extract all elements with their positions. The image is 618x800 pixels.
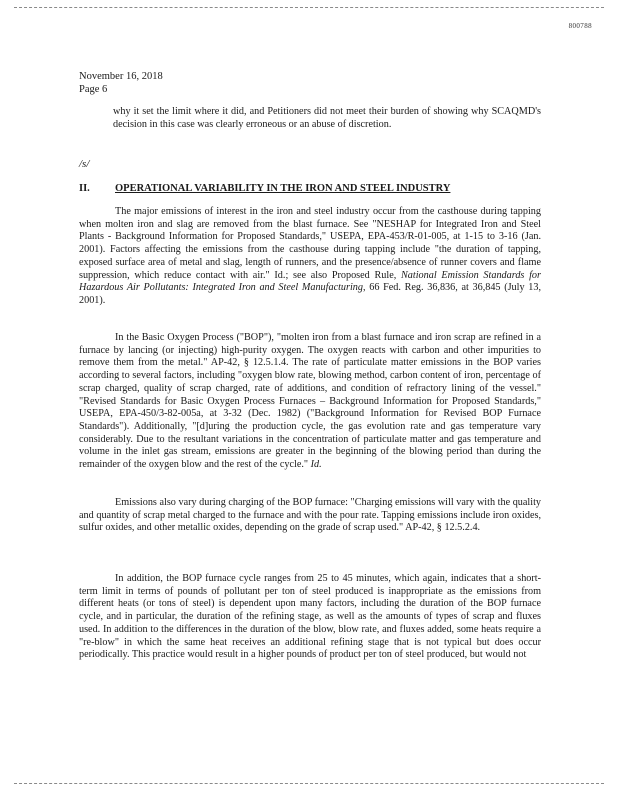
paragraph-id-cite: Id. [310, 459, 322, 471]
bates-stamp: 800788 [568, 22, 592, 30]
continuation-paragraph: why it set the limit where it did, and Petitioners did not meet their burden of showing why SCAQMD's decision in this case was clearly erroneous or an abuse of discretion. [113, 106, 541, 130]
paragraph-furnace-cycle: In addition, the BOP furnace cycle ranges from 25 to 45 minutes, which again, indicates that a short-term limit in terms of pounds of pollutant per ton of steel produced is inappropriate as the emissions from different heats (or tons of steel) is dependent upon many factors, including the duration of the BOP furnace cycle, and in particular, the duration of the refining stage, as well as the amounts of types of scrap and fluxes used. In addition to the differences in the duration of the blow, blow rate, and fluxes added, some heats require a "re-blow" in which the same heat receives an additional refining stage that is not typical but does occur periodically. This practice would result in a higher pounds of product per ton of steel produced, but would not [79, 573, 541, 661]
paragraph-citation-italic: National Emission Standards for Hazardous Air Pollutants: Integrated Iron and Steel Manufacturing [79, 269, 541, 294]
paragraph-text-tail: , 66 Fed. Reg. 36,836, at 36,845 (July 13, 2001). [79, 282, 541, 306]
section-title: OPERATIONAL VARIABILITY IN THE IRON AND STEEL INDUSTRY [115, 183, 451, 194]
signature-mark: /s/ [79, 158, 90, 170]
bottom-scan-border [14, 783, 604, 784]
section-number: II. [79, 183, 90, 194]
section-heading [79, 183, 450, 194]
paragraph-text: In the Basic Oxygen Process ("BOP"), "molten iron from a blast furnace and iron scrap are refined in a furnace by lancing (or injecting) high-purity oxygen. The oxygen reacts with carbon and other impurities to remove them from the metal." AP-42, § 12.5.1.4. The rate of particulate matter emissions in the BOP varies according to several factors, including "oxygen blow rate, blowing method, carbon content of iron, percentage of scrap charged, quality of scrap charged, rate of additions, and condition of refractory lining of the vessel." "Revised Standards for Basic Oxygen Process Furnaces – Background Information for Proposed Standards," USEPA, EPA-450/3-82-005a, at 3-32 (Dec. 1982) ("Background Information for Revised BOP Furnace Standards"). Additionally, "[d]uring the production cycle, the gas evolution rate and gas temperature vary considerably. Due to the resultant variations in the concentration of particulate matter and gas temperature and volume in the inlet gas stream, emissions are greater in the beginning of the blowing period than during the remainder of the oxygen blow and the rest of the cycle." [79, 332, 541, 471]
top-scan-border [14, 7, 604, 8]
header-page: Page 6 [79, 84, 108, 95]
header-date: November 16, 2018 [79, 71, 163, 82]
paragraph-charging-emissions: Emissions also vary during charging of the BOP furnace: "Charging emissions will vary with the quality and quantity of scrap metal charged to the furnace and with the pour rate. Tapping emissions include iron oxides, sulfur oxides, and other metallic oxides, depending on the grade of scrap used." AP-42, § 12.5.2.4. [79, 497, 541, 534]
paragraph-text: The major emissions of interest in the iron and steel industry occur from the casthouse during tapping when molten iron and slag are removed from the blast furnace. See "NESHAP for Integrated Iron and Steel Plants - Background Information for Proposed Standards," USEPA, EPA-453/R-01-005, at 1-15 to 3-16 (Jan. 2001). Factors affecting the emissions from the casthouse during tapping include "the duration of tapping, exposed surface area of metal and slag, length of runners, and the presence/absence of runner covers and flame suppression, which reduce contact with air." Id.; see also Proposed Rule, [79, 206, 541, 281]
letter-header [79, 70, 163, 96]
paragraph-basic-oxygen-process [79, 332, 541, 472]
paragraph-casthouse-emissions [79, 206, 541, 308]
